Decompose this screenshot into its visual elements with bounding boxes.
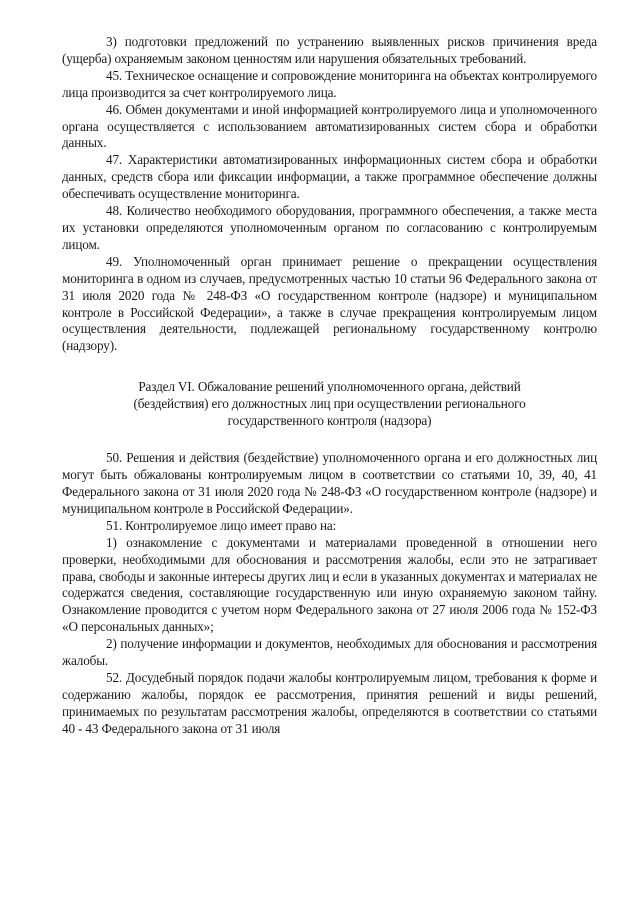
paragraph-46: 46. Обмен документами и иной информацией контролируемого лица и уполномоченного органа осуществляется с использованием автоматизированных систем сбора и обработки данных. [62, 101, 597, 151]
paragraph-49: 49. Уполномоченный орган принимает решение о прекращении осуществления мониторинга в одном из случаев, предусмотренных частью 10 статьи 96 Федерального закона от 31 июля 2020 года № 248-ФЗ «О государственном контроле (надзоре) и муниципальном контроле в Российской Федерации», а также в случае прекращения контролируемым лицом осуществления деятельности, подлежащей региональному государственному контролю (надзору). [62, 253, 597, 354]
paragraph-item-3: 3) подготовки предложений по устранению выявленных рисков причинения вреда (ущерба) охраняемым законом ценностям или нарушения обязательных требований. [62, 34, 597, 66]
paragraph-52: 52. Досудебный порядок подачи жалобы контролируемым лицом, требования к форме и содержанию жалобы, порядок ее рассмотрения, принятия решений и виды решений, принимаемых по результатам рассмотрения жалобы, определяются в соответствии со статьями 40 - 43 Федерального закона от 31 июля [62, 670, 597, 736]
paragraph-51: 51. Контролируемое лицо имеет право на: [106, 517, 337, 533]
paragraph-45: 45. Техническое оснащение и сопровождение мониторинга на объектах контролируемого лица производится за счет контролируемого лица. [62, 67, 597, 100]
section-heading-line-2: (бездействия) его должностных лиц при осуществлении регионального [133, 396, 526, 412]
section-heading-line-3: государственного контроля (надзора) [227, 413, 432, 429]
section-heading [62, 378, 597, 429]
paragraph-48: 48. Количество необходимого оборудования, программного обеспечения, а также места их установки определяются уполномоченным органом по согласованию с контролируемым лицом. [62, 203, 597, 252]
section-heading-line-1: Раздел VI. Обжалование решений уполномоченного органа, действий [138, 379, 521, 395]
paragraph-51-item-2: 2) получение информации и документов, необходимых для обоснования и рассмотрения жалобы. [62, 636, 597, 669]
paragraph-50: 50. Решения и действия (бездействие) уполномоченного органа и его должностных лиц могут быть обжалованы контролируемым лицом в соответствии со статьями 10, 39, 40, 41 Федерального закона от 31 июля 2020 года № 248-ФЗ «О государственном контроле (надзоре) и муниципальном контроле в Российской Федерации». [62, 450, 597, 516]
paragraph-51-item-1: 1) ознакомление с документами и материалами проведенной в отношении него проверки, необходимыми для обоснования и рассмотрения жалобы, если это не затрагивает права, свободы и законные интересы других лиц и если в указанных документах и материалах не содержатся сведения, составляющие государственную или иную охраняемую законом тайну. Ознакомление проводится с учетом норм Федерального закона от 27 июля 2006 года № 152-ФЗ «О персональных данных»; [62, 534, 597, 635]
paragraph-47: 47. Характеристики автоматизированных информационных систем сбора и обработки данных, средств сбора или фиксации информации, а также программное обеспечение должны обеспечивать осуществление мониторинга. [62, 152, 597, 202]
